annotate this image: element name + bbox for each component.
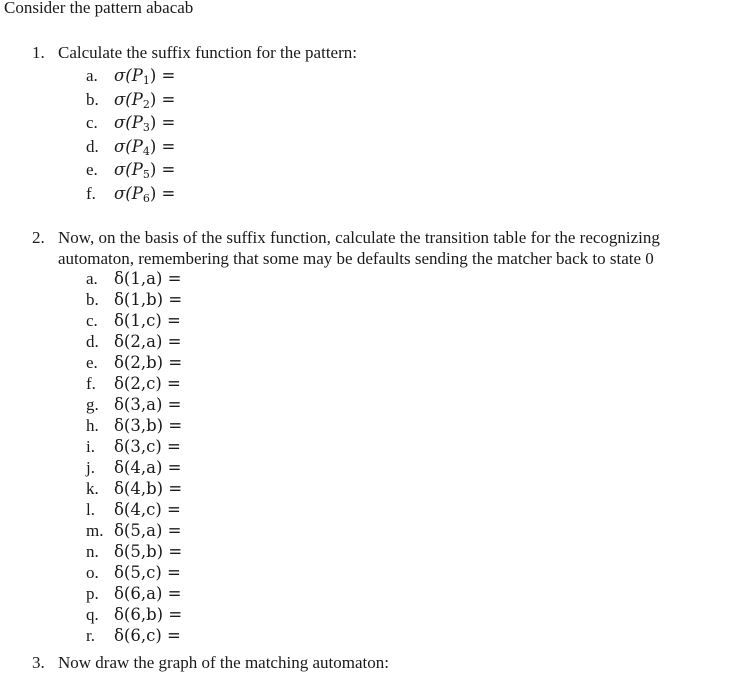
transition-item bbox=[86, 605, 182, 625]
transition-item bbox=[86, 437, 181, 457]
transition-item bbox=[86, 374, 181, 394]
transition-item bbox=[86, 521, 181, 541]
transition-item-expr: δ(4,b) = bbox=[114, 479, 183, 498]
transition-item-label: e. bbox=[86, 353, 98, 372]
suffix-item-label: a. bbox=[86, 66, 98, 85]
question-2-number: 2. bbox=[32, 228, 45, 247]
suffix-item-index: 2 bbox=[142, 97, 150, 111]
transition-item bbox=[86, 353, 182, 373]
transition-item-expr: δ(5,b) = bbox=[114, 542, 183, 561]
suffix-item-label: e. bbox=[86, 160, 98, 179]
transition-item-label: q. bbox=[86, 605, 99, 624]
transition-item-label: p. bbox=[86, 584, 99, 603]
suffix-item bbox=[86, 90, 175, 115]
transition-item-expr: δ(1,c) = bbox=[114, 311, 181, 330]
transition-item-expr: δ(2,c) = bbox=[114, 374, 181, 393]
suffix-item-index: 1 bbox=[142, 74, 150, 87]
transition-item-label: k. bbox=[86, 479, 99, 498]
transition-item bbox=[86, 269, 181, 289]
transition-item-expr: δ(1,b) = bbox=[114, 290, 183, 309]
suffix-item-label: b. bbox=[86, 89, 99, 109]
transition-item-label: l. bbox=[86, 500, 95, 519]
transition-item-expr: δ(2,b) = bbox=[114, 353, 183, 372]
suffix-item bbox=[86, 66, 175, 91]
transition-item-expr: δ(6,a) = bbox=[114, 584, 182, 603]
transition-item-label: j. bbox=[86, 458, 95, 477]
suffix-item bbox=[86, 137, 175, 162]
transition-item bbox=[86, 311, 181, 331]
transition-item-label: b. bbox=[86, 290, 99, 309]
question-3-number: 3. bbox=[32, 653, 45, 672]
transition-item bbox=[86, 395, 181, 415]
transition-item-label: a. bbox=[86, 269, 98, 288]
transition-item bbox=[86, 332, 181, 352]
suffix-item-label: d. bbox=[86, 136, 99, 156]
suffix-item bbox=[86, 184, 175, 209]
question-2-text-line2: automaton, remembering that some may be defaults sending the matcher back to state 0 bbox=[58, 249, 654, 268]
transition-item-label: f. bbox=[86, 374, 96, 393]
transition-item-expr: δ(4,a) = bbox=[114, 458, 182, 477]
transition-item-expr: δ(3,c) = bbox=[114, 437, 181, 456]
transition-item-expr: δ(5,a) = bbox=[114, 521, 182, 540]
suffix-item-expr: $\sigma(P_4)$ = bbox=[114, 136, 176, 158]
transition-item-label: h. bbox=[86, 416, 99, 435]
suffix-item bbox=[86, 160, 175, 185]
transition-item-expr: δ(1,a) = bbox=[114, 269, 182, 288]
suffix-item-label: f. bbox=[86, 183, 96, 203]
transition-item-label: o. bbox=[86, 563, 99, 582]
transition-item-label: r. bbox=[86, 626, 95, 645]
suffix-item-index: 3 bbox=[142, 121, 150, 134]
transition-item bbox=[86, 458, 181, 478]
suffix-item-expr: $\sigma(P_5)$ = bbox=[114, 160, 176, 181]
transition-item-expr: δ(3,b) = bbox=[114, 416, 183, 435]
question-2-text-line1: Now, on the basis of the suffix function, calculate the transition table for the recognizing bbox=[58, 228, 660, 247]
transition-item bbox=[86, 416, 182, 436]
transition-item bbox=[86, 584, 181, 604]
transition-item bbox=[86, 290, 182, 310]
transition-item bbox=[86, 542, 182, 562]
transition-item bbox=[86, 626, 181, 646]
suffix-item-index: 5 bbox=[142, 168, 150, 181]
transition-item-label: d. bbox=[86, 332, 99, 351]
transition-item-label: g. bbox=[86, 395, 99, 414]
transition-item-label: m. bbox=[86, 521, 104, 540]
suffix-item-expr: $\sigma(P_2)$ = bbox=[114, 89, 176, 111]
suffix-item-expr: $\sigma(P_3)$ = bbox=[114, 113, 176, 134]
transition-item bbox=[86, 563, 181, 583]
transition-item-label: c. bbox=[86, 311, 98, 330]
suffix-item-expr: $\sigma(P_6)$ = bbox=[114, 183, 176, 205]
suffix-item-expr: $\sigma(P_1)$ = bbox=[114, 66, 176, 87]
transition-item-expr: δ(3,a) = bbox=[114, 395, 182, 414]
transition-item-expr: δ(5,c) = bbox=[114, 563, 181, 582]
suffix-item-index: 6 bbox=[142, 191, 150, 205]
intro-text: Consider the pattern abacab bbox=[4, 0, 194, 17]
transition-item bbox=[86, 479, 182, 499]
transition-item-expr: δ(4,c) = bbox=[114, 500, 181, 519]
transition-item-label: n. bbox=[86, 542, 99, 561]
transition-item-expr: δ(6,c) = bbox=[114, 626, 181, 645]
suffix-item-index: 4 bbox=[142, 144, 150, 158]
transition-item bbox=[86, 500, 181, 520]
question-1-text: Calculate the suffix function for the pattern: bbox=[58, 43, 357, 62]
transition-item-label: i. bbox=[86, 437, 95, 456]
transition-item-expr: δ(2,a) = bbox=[114, 332, 182, 351]
suffix-item bbox=[86, 113, 175, 138]
question-3-text: Now draw the graph of the matching automaton: bbox=[58, 653, 389, 672]
suffix-item-label: c. bbox=[86, 113, 98, 132]
transition-item-expr: δ(6,b) = bbox=[114, 605, 183, 624]
question-1-number: 1. bbox=[32, 43, 45, 62]
